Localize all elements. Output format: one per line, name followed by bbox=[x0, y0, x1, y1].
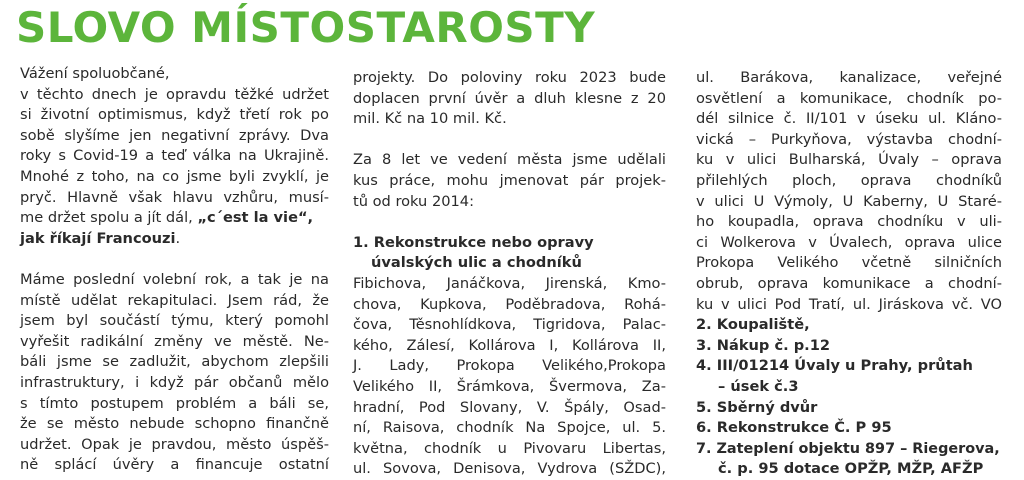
text-line: místě udělat rekapitulaci. Jsem rád, že bbox=[20, 291, 329, 309]
list-item-cont: – úsek č.3 bbox=[718, 377, 799, 395]
text-line: doplacen první úvěr a dluh klesne z 20 bbox=[353, 89, 666, 107]
text-line-quote-end: jak říkají Francouzi. bbox=[20, 229, 181, 247]
list-text-line: J. Lady, Prokopa Velikého,Prokopa bbox=[353, 357, 666, 375]
list-text-line: Fibichova, Janáčkova, Jirenská, Kmo- bbox=[353, 274, 666, 292]
list-heading-cont: úvalských ulic a chodníků bbox=[371, 254, 582, 272]
list-item: 2. Koupaliště, bbox=[696, 316, 810, 334]
text-line: že se město nebude schopno finančně bbox=[20, 415, 329, 433]
list-text-line: kého, Zálesí, Kollárova I, Kollárova II, bbox=[353, 336, 666, 354]
list-heading: 1. Rekonstrukce nebo opravy bbox=[353, 233, 594, 251]
column-2 bbox=[353, 68, 666, 480]
list-text-line: dél silnice č. II/101 v úseku ul. Kláno- bbox=[696, 110, 1002, 128]
text-line: roky s Covid-19 a teď válka na Ukrajině. bbox=[20, 147, 329, 165]
text-line: v těchto dnech je opravdu těžké udržet bbox=[20, 85, 329, 103]
list-item-cont: č. p. 95 dotace OPŽP, MŽP, AFŽP bbox=[718, 460, 984, 478]
text-line: Mnohé z toho, na co jsme byli zvyklí, je bbox=[20, 167, 329, 185]
list-item: 7. Zateplení objektu 897 – Riegerova, bbox=[696, 440, 1000, 457]
list-text-line: května, chodník u Pivovaru Libertas, bbox=[353, 439, 666, 457]
text-line: kus práce, mohu jmenovat pár projek- bbox=[353, 171, 666, 189]
list-text-line: čova, Těsnohlídkova, Tigridova, Palac- bbox=[353, 316, 666, 334]
list-text-line: Velikého II, Šrámkova, Švermova, Za- bbox=[353, 377, 666, 395]
list-item: 5. Sběrný dvůr bbox=[696, 398, 818, 416]
text-line: Za 8 let ve vedení města jsme udělali bbox=[353, 151, 666, 169]
list-text-line: ul. Barákova, kanalizace, veřejné bbox=[696, 69, 1002, 86]
quote: „c´est la vie“, bbox=[197, 209, 314, 227]
list-text-line: v ulici U Výmoly, U Kaberny, U Staré- bbox=[696, 192, 1002, 210]
text-line: tů od roku 2014: bbox=[353, 192, 474, 210]
list-text-line: hradní, Pod Slovany, V. Špály, Osad- bbox=[353, 398, 666, 416]
list-text-line: ci Wolkerova v Úvalech, oprava ulice bbox=[696, 233, 1002, 251]
list-text-line: ho koupadla, oprava chodníku v uli- bbox=[696, 213, 1002, 231]
list-text-line: ku v ulici Pod Tratí, ul. Jiráskova vč. VO bbox=[696, 295, 1002, 313]
column-1 bbox=[20, 64, 329, 476]
text-line: jsem byl součástí týmu, který pomohl bbox=[20, 312, 329, 330]
column-3 bbox=[696, 68, 1002, 480]
text-line: si životní optimismus, když třetí rok po bbox=[20, 106, 329, 124]
page-title: SLOVO MÍSTOSTAROSTY bbox=[16, 3, 596, 52]
text-line: projekty. Do poloviny roku 2023 bude bbox=[353, 69, 666, 86]
text-line: mil. Kč na 10 mil. Kč. bbox=[353, 110, 507, 128]
text-line: s tímto postupem problém a báli se, bbox=[20, 394, 329, 412]
greeting: Vážení spoluobčané, bbox=[20, 65, 170, 82]
text-line: infrastruktury, i když pár občanů mělo bbox=[20, 373, 329, 391]
text-line: Máme poslední volební rok, a tak je na bbox=[20, 270, 329, 288]
list-text-line: osvětlení a komunikace, chodník po- bbox=[696, 89, 1002, 107]
list-text-line: Prokopa Velikého včetně silničních bbox=[696, 254, 1002, 272]
text-line-quote: me držet spolu a jít dál, „c´est la vie“, bbox=[20, 209, 314, 227]
text-line: vyřešit radikální změny ve městě. Ne- bbox=[20, 332, 329, 350]
text-line: udržet. Opak je pravdou, město úspěš- bbox=[20, 435, 329, 453]
text-line: báli jsme se zadlužit, abychom zlepšili bbox=[20, 353, 329, 371]
list-text-line: vická – Purkyňova, výstavba chodní- bbox=[696, 130, 1002, 148]
text-line: ně splácí úvěry a financuje ostatní bbox=[20, 456, 329, 474]
list-text-line: ní, Raisova, chodník Na Spojce, ul. 5. bbox=[353, 419, 666, 437]
project-list bbox=[696, 315, 1002, 480]
list-text-line: obrub, oprava komunikace a chodní- bbox=[696, 274, 1002, 292]
text-line: sobě slyšíme jen negativní zprávy. Dva bbox=[20, 126, 329, 144]
list-item: 3. Nákup č. p.12 bbox=[696, 336, 831, 354]
list-text-line: přilehlých ploch, oprava chodníků bbox=[696, 171, 1002, 189]
list-text-line: ul. Sovova, Denisova, Vydrova (SŽDC), bbox=[353, 460, 666, 478]
text-line: pryč. Hlavně však hlavu vzhůru, musí- bbox=[20, 188, 329, 206]
list-item: 6. Rekonstrukce Č. P 95 bbox=[696, 419, 892, 437]
list-item: 4. III/01214 Úvaly u Prahy, průtah bbox=[696, 357, 973, 375]
list-text-line: chova, Kupkova, Poděbradova, Rohá- bbox=[353, 295, 666, 313]
list-text-line: ku v ulici Bulharská, Úvaly – oprava bbox=[696, 151, 1002, 169]
